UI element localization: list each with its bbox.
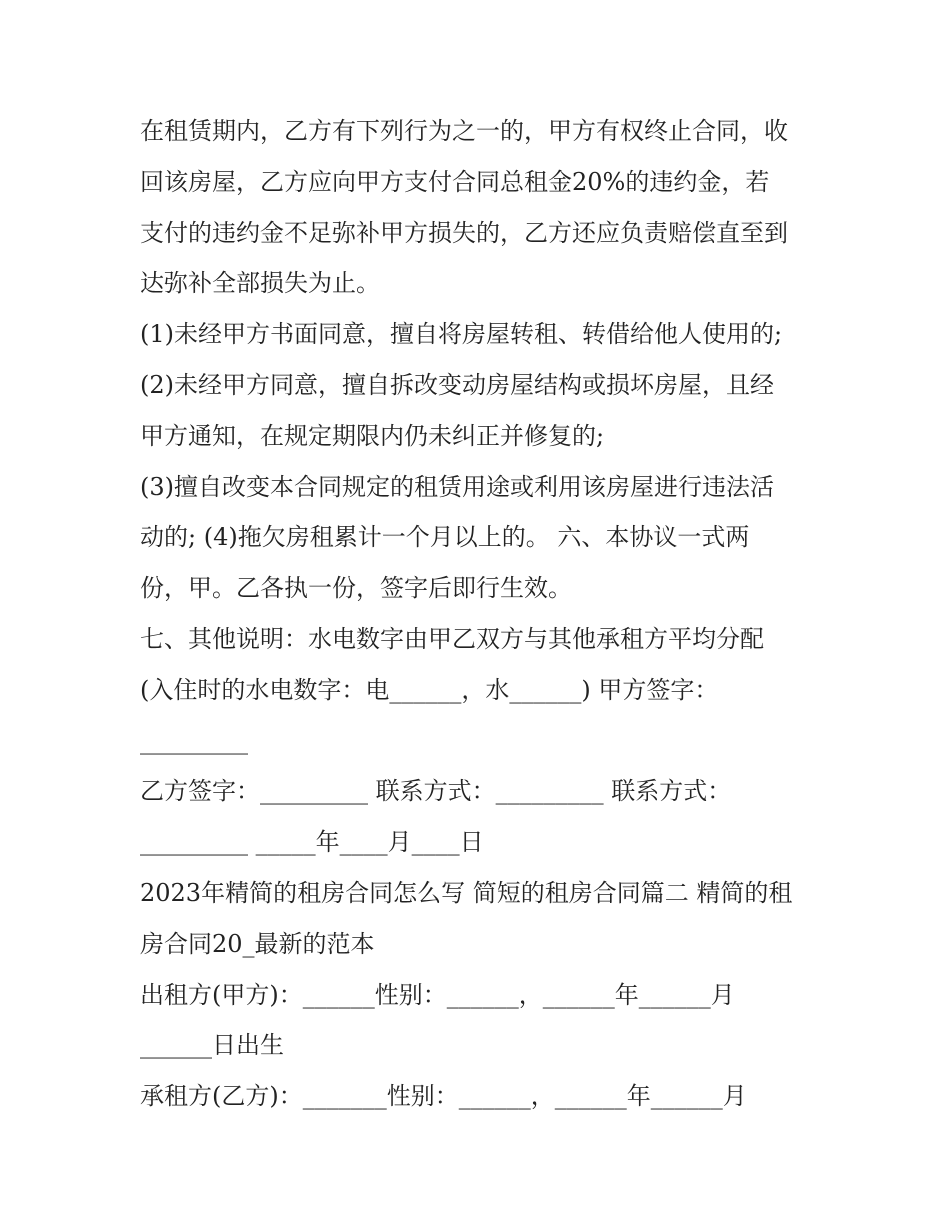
clause-line: 动的; (4)拖欠房租累计一个月以上的。 六、本协议一式两 xyxy=(140,523,750,552)
signature-blank-line: _________ xyxy=(140,726,248,755)
clause-line: (2)未经甲方同意，擅自拆改变动房屋结构或损坏房屋，且经 xyxy=(140,370,774,399)
section-title-line: 房合同20_最新的范本 xyxy=(140,929,375,958)
date-line: _________ _____年____月____日 xyxy=(140,828,484,857)
document-body xyxy=(140,106,820,1122)
lessee-line: 承租方(乙方)：_______性别：______，______年______月 xyxy=(140,1082,747,1111)
signature-line: 乙方签字：_________ 联系方式：_________ 联系方式： xyxy=(140,777,732,806)
lessor-line: 出租方(甲方)：______性别：______，______年______月 xyxy=(140,980,735,1009)
clause-line: (1)未经甲方书面同意，擅自将房屋转租、转借给他人使用的; xyxy=(140,320,783,349)
lessor-line: ______日出生 xyxy=(140,1031,284,1060)
clause-line: (3)擅自改变本合同规定的租赁用途或利用该房屋进行违法活 xyxy=(140,472,774,501)
paragraph-line: 达弥补全部损失为止。 xyxy=(140,269,380,298)
section-title-line: 2023年精简的租房合同怎么写 简短的租房合同篇二 精简的租 xyxy=(140,878,793,907)
other-notes-line: 七、其他说明：水电数字由甲乙双方与其他承租方平均分配 xyxy=(140,624,764,653)
clause-line: 甲方通知，在规定期限内仍未纠正并修复的; xyxy=(140,421,605,450)
utility-readings-line: (入住时的水电数字：电______，水______) 甲方签字： xyxy=(140,675,719,704)
paragraph-line: 在租赁期内，乙方有下列行为之一的，甲方有权终止合同，收 xyxy=(140,117,788,145)
paragraph-line: 支付的违约金不足弥补甲方损失的，乙方还应负责赔偿直至到 xyxy=(140,218,788,247)
paragraph-line: 回该房屋，乙方应向甲方支付合同总租金20%的违约金，若 xyxy=(140,167,770,196)
clause-line: 份，甲。乙各执一份，签字后即行生效。 xyxy=(140,574,572,603)
